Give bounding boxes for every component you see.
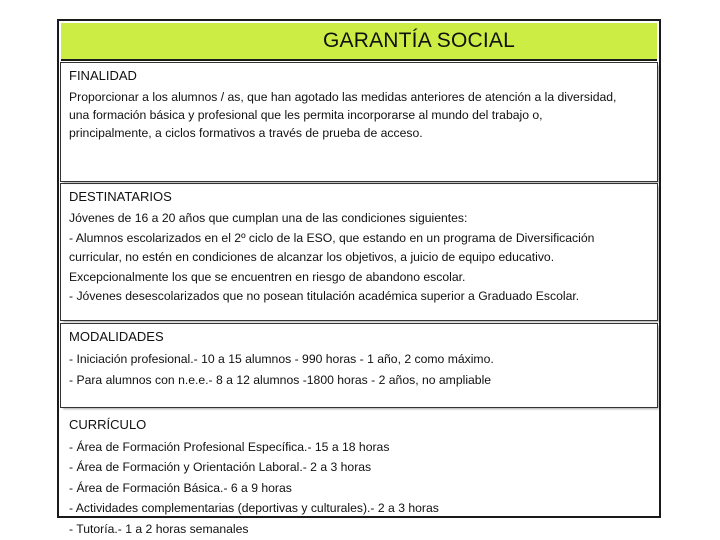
text-line: principalmente, a ciclos formativos a través de prueba de acceso.: [69, 126, 423, 140]
text-line: - Alumnos escolarizados en el 2º ciclo de la ESO, que estando en un programa de Diversificación: [69, 230, 595, 245]
page-title: GARANTÍA SOCIAL: [322, 29, 516, 52]
section-finalidad: [61, 63, 657, 181]
text-line: - Iniciación profesional.- 10 a 15 alumnos - 990 horas - 1 año, 2 como máximo.: [69, 352, 494, 366]
text-line: - Área de Formación Básica.- 6 a 9 horas: [69, 480, 292, 495]
section-destinatarios: [61, 184, 657, 320]
text-line: Jóvenes de 16 a 20 años que cumplan una de las condiciones siguientes:: [69, 211, 468, 225]
section-heading-destinatarios: DESTINATARIOS: [69, 189, 172, 204]
text-line: - Área de Formación y Orientación Laboral.- 2 a 3 horas: [69, 460, 372, 475]
text-line: curricular, no estén en condiciones de alcanzar los objetivos, a juicio de equipo educativo.: [69, 250, 555, 264]
section-heading-curriculo: CURRÍCULO: [69, 417, 147, 432]
text-line: una formación básica y profesional que les permita incorporarse al mundo del trabajo o,: [69, 108, 543, 122]
text-line: - Actividades complementarias (deportivas y culturales).- 2 a 3 horas: [69, 501, 439, 516]
section-heading-modalidades: MODALIDADES: [69, 329, 164, 344]
text-line: Proporcionar a los alumnos / as, que han agotado las medidas anteriores de atención a la diversidad,: [69, 90, 617, 104]
document-frame: [57, 19, 661, 536]
title-bar: [61, 23, 657, 61]
section-heading-finalidad: FINALIDAD: [69, 68, 137, 83]
text-line: - Para alumnos con n.e.e.- 8 a 12 alumnos -1800 horas - 2 años, no ampliable: [69, 373, 492, 387]
section-curriculo: [61, 412, 657, 536]
text-line: - Tutoría.- 1 a 2 horas semanales: [69, 521, 249, 536]
text-line: Excepcionalmente los que se encuentren en riesgo de abandono escolar.: [69, 269, 466, 284]
text-line: - Área de Formación Profesional Específica.- 15 a 18 horas: [69, 440, 390, 454]
text-line: - Jóvenes desescolarizados que no posean titulación académica superior a Graduado Escolar.: [69, 289, 580, 303]
section-modalidades: [61, 324, 657, 407]
